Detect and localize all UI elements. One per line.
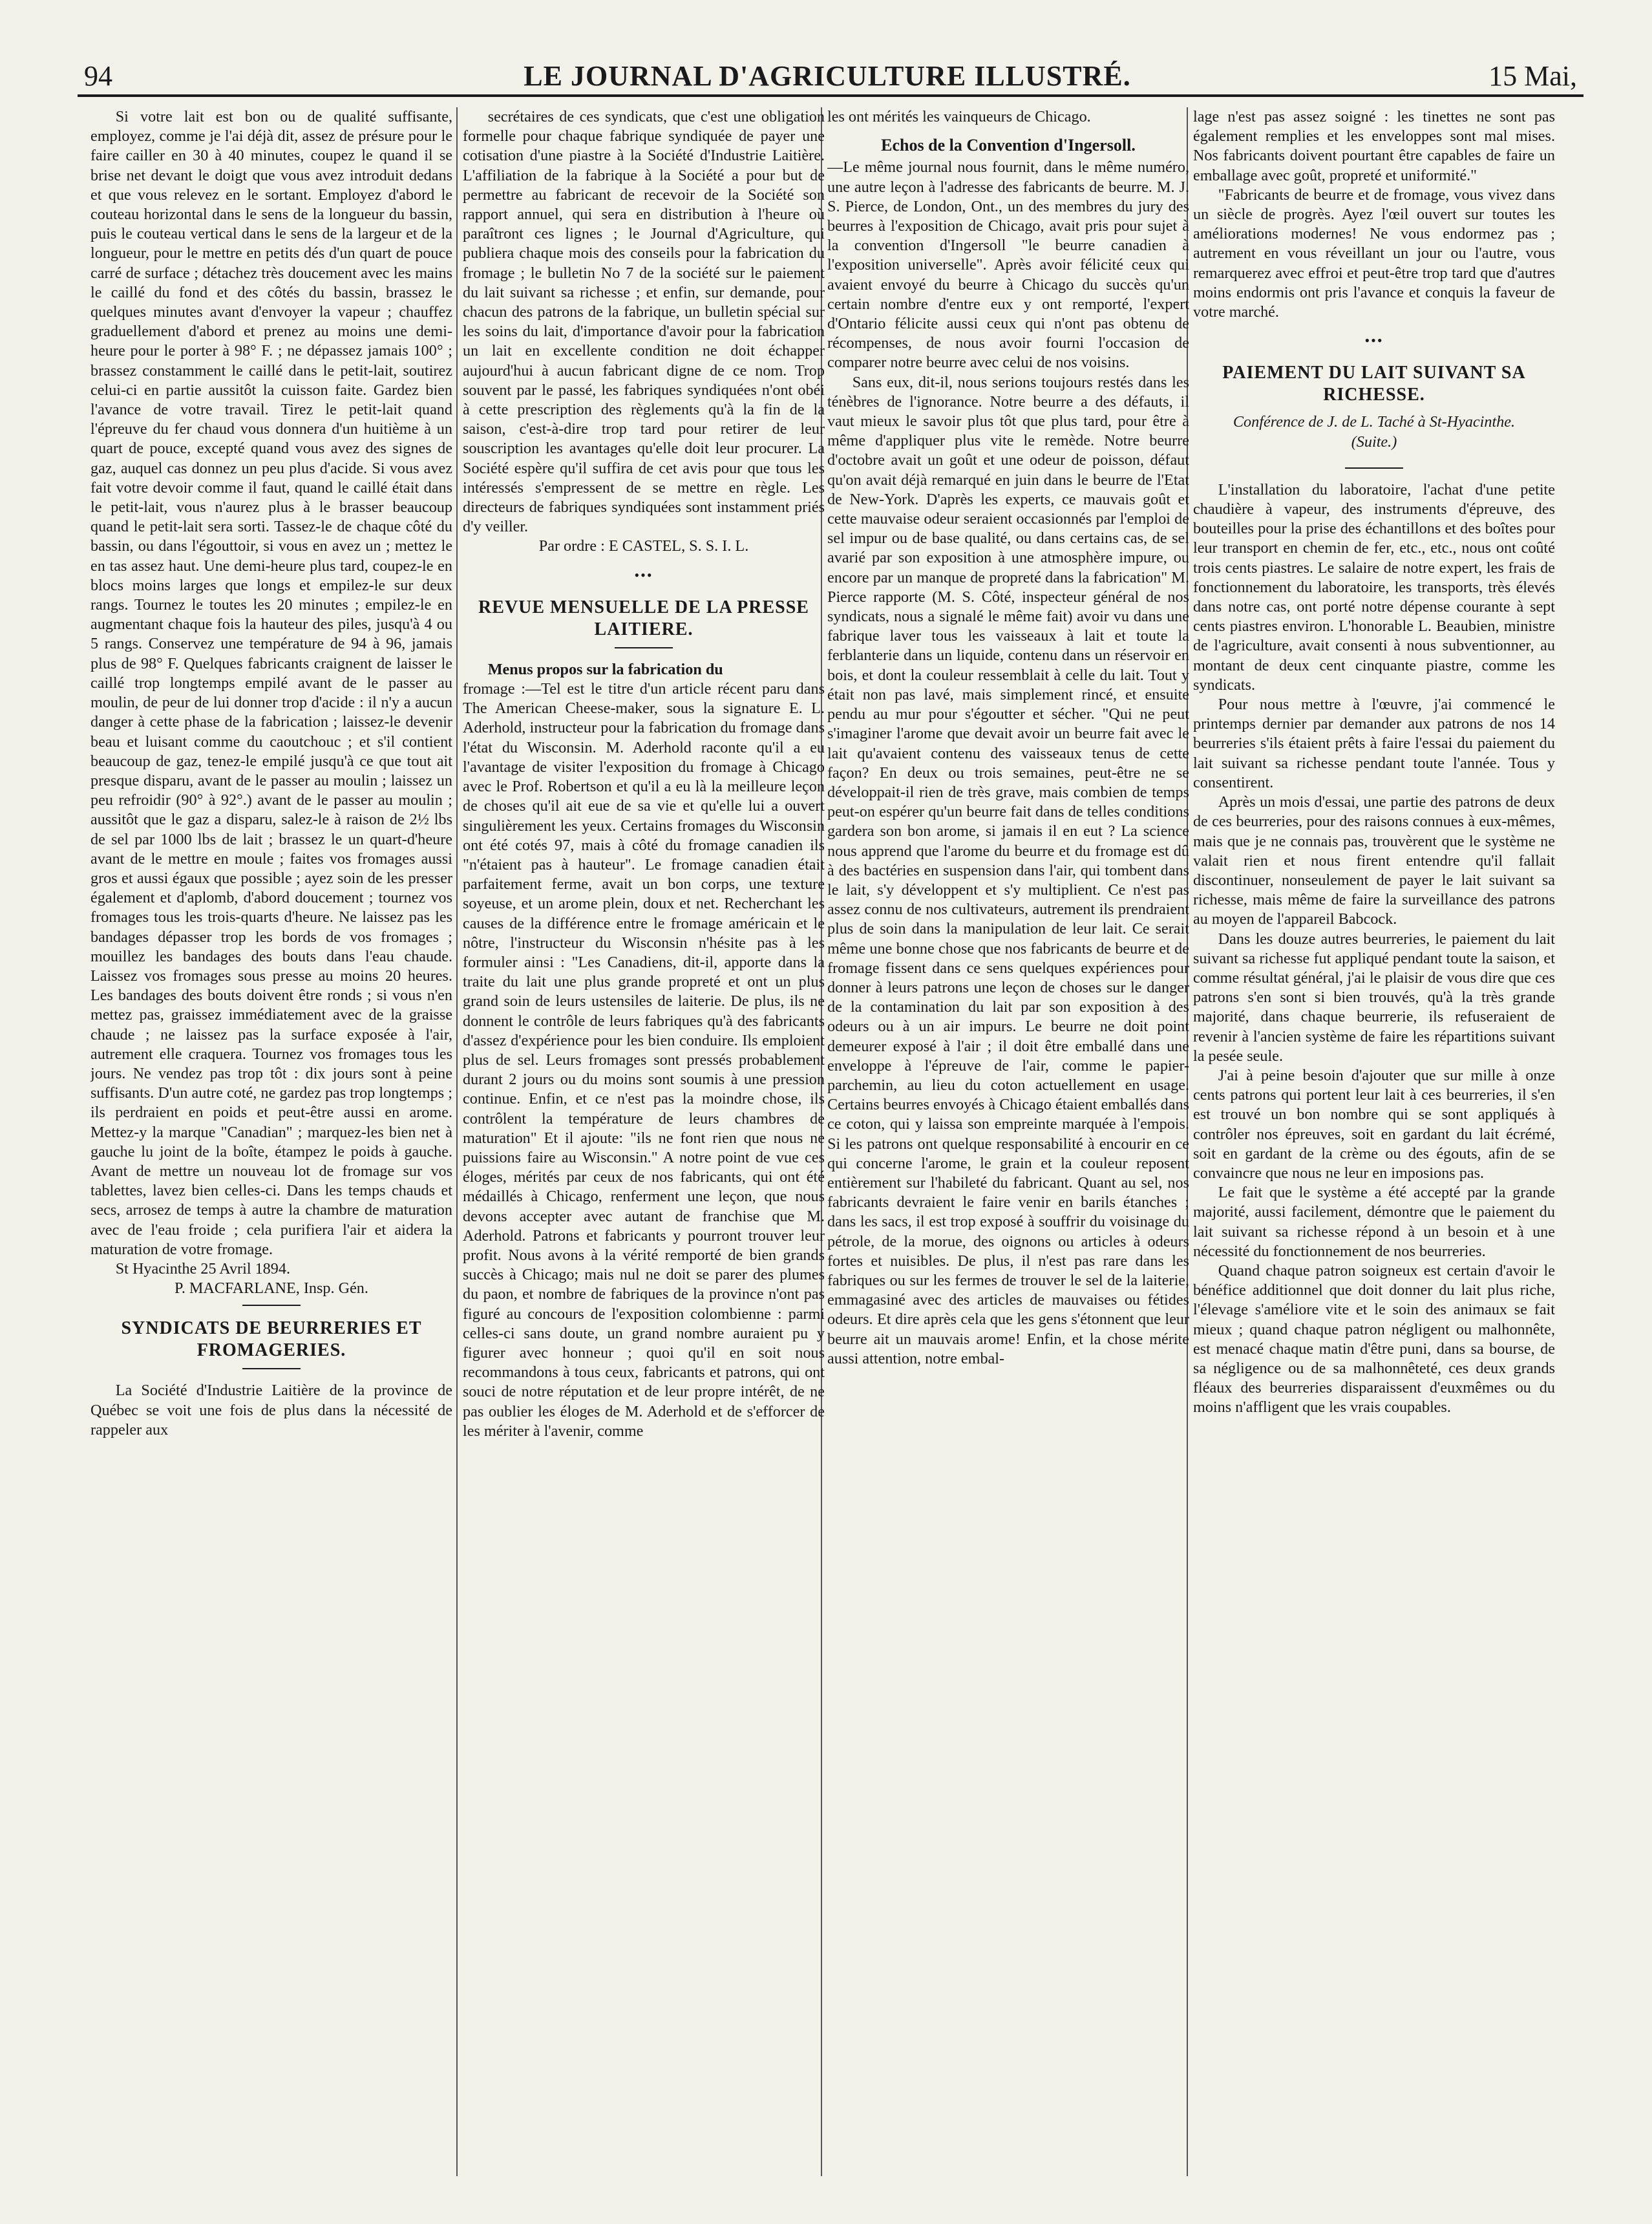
short-rule: [1345, 467, 1403, 469]
separator: •••: [1364, 332, 1384, 349]
short-rule: [242, 1368, 301, 1369]
order-signature: Par ordre : E CASTEL, S. S. I. L.: [538, 537, 749, 555]
section-heading-paiement: PAIEMENT DU LAIT SUIVANT SA RICHESSE.: [1222, 363, 1526, 405]
column-1: [90, 107, 452, 2176]
journal-title: LE JOURNAL D'AGRICULTURE ILLUSTRÉ.: [524, 60, 1131, 92]
paragraph: lage n'est pas assez soigné : les tinettes ne sont pas également remplies et les enveloppes sont mal mises. Nos fabricants doivent pourtant être capables de faire un emballage avec goût, propreté et uniformité.": [1193, 108, 1555, 184]
paragraph: Le fait que le système a été accepté par la grande majorité, aussi facilement, démontre que le paiement du lait suivant sa richesse répond à un besoin et à une nécessité du fonctionnement de nos beurreries.: [1193, 1184, 1555, 1260]
column-rule: [456, 107, 458, 2176]
page-header: [71, 54, 1583, 100]
paragraph: Pour nous mettre à l'œuvre, j'ai commencé le printemps dernier par demander aux patrons de nos 14 beurreries s'ils étaient prêts à faire l'essai du paiement du lait suivant sa richesse pendant toute l'année. Tous y consentirent.: [1193, 696, 1555, 791]
subheading-echos: Echos de la Convention d'Ingersoll.: [881, 136, 1136, 155]
column-2: [463, 107, 825, 2176]
separator: •••: [634, 566, 653, 583]
paragraph: Après un mois d'essai, une partie des patrons de deux de ces beurreries, pour des raisons connues à eux-mêmes, mais que je ne connais pas, trouvèrent que le système ne valait rien et nous firent entendre qu'il fallait discontinuer, nonseulement de payer le lait suivant sa richesse, mais même de faire la surveillance des patrons au moyen de l'appareil Babcock.: [1193, 793, 1555, 928]
paragraph: Si votre lait est bon ou de qualité suffisante, employez, comme je l'ai déjà dit, assez de présure pour le faire cailler en 30 à 40 minutes, coupez le quand il se brise net devant le doigt que vous avez introduit dedans et que vous relevez en le sortant. Employez d'abord le couteau horizontal dans le sens de la longueur du bassin, puis le couteau vertical dans le sens de la largeur et de la longueur, pour le mettre en petits dés d'un quart de pouce carré de surface ; détachez très doucement avec les mains le caillé du fond et des côtés du bassin, brassez le quelques minutes avant d'envoyer la vapeur ; chauffez graduellement d'abord et prenez au moins une demi-heure pour le porter à 98° F. ; ne dépassez jamais 100° ; brassez constamment le caillé dans le petit-lait, soutirez celui-ci en partie aussitôt la cuisson faite. Gardez bien l'avance de votre travail. Tirez le petit-lait quand l'épreuve du fer chaud vous donnera d'un huitième à un quart de pouce, excepté quand vous avez des signes de gaz, auquel cas donnez un peu plus d'acide. Si vous avez fait votre devoir comme il faut, quand le caillé était dans le petit-lait, vous n'aurez plus à le brasser beaucoup quand le petit-lait sera sorti. Tassez-le de chaque côté du bassin, ou dans l'égouttoir, si vous en avez un ; mettez le en tas assez haut. Une demi-heure plus tard, coupez-le en blocs moins larges que longs et empilez-le sur deux rangs. Tournez le toutes les 20 minutes ; empilez-le en augmentant chaque fois la hauteur des piles, jusqu'à 4 ou 5 rangs. Conservez une température de 94 à 96, jamais plus de 98° F. Quelques fabricants craignent de laisser le caillé trop longtemps empilé avant de le passer au moulin, de peur de lui donner trop d'acide : il n'y a aucun danger à cette phase de la fabrication ; laissez-le devenir beau et luisant comme du caoutchouc ; et s'il contient beaucoup de gaz, tenez-le empilé jusqu'à ce que tout ait presque disparu, avant de le passer au moulin ; laissez un peu refroidir (90° à 92°.) avant de le passer au moulin ; aussitôt que le gaz a disparu, salez-le à raison de 2½ lbs de sel par 1000 lbs de lait ; brassez le un quart-d'heure avant de le mettre en moule ; faites vos fromages aussi gros et aussi égaux que possible ; ayez soin de les presser également et d'aplomb, d'abord doucement ; tournez vos fromages tous les trois-quarts d'heure. Ne laissez pas les bandages dépasser trop les bords de vos fromages ; mouillez les bandages des bouts dans l'eau chaude. Laissez vos fromages sous presse au moins 20 heures. Les bandages des bouts doivent être ronds ; si vous n'en mettez pas, graissez immédiatement avec de la graisse chaude ; ne laissez pas la surface exposée à l'air, autrement elle craquera. Tournez vos fromages tous les jours. Ne vendez pas trop tôt : dix jours sont à peine suffisants. D'un autre coté, ne gardez pas trop longtemps ; ils perdraient en poids et peut-être aussi en arome. Mettez-y la marque "Canadian" ; marquez-les bien net à gauche lu joint de la boîte, étampez le poids à gauche. Avant de mettre un nouveau lot de fromage sur vos tablettes, lavez bien celles-ci. Dans les temps chauds et secs, arrosez de temps à autre la chambre de maturation avec de l'eau froide ; cela purifiera l'air et aidera la maturation de votre fromage.: [90, 108, 452, 1258]
page-number: 94: [84, 60, 112, 92]
paragraph: La Société d'Industrie Laitière de la province de Québec se voit une fois de plus dans la nécessité de rappeler aux: [90, 1382, 452, 1438]
section-heading-revue: REVUE MENSUELLE DE LA PRESSE LAITIERE.: [478, 597, 809, 639]
paragraph: secrétaires de ces syndicats, que c'est une obligation formelle pour chaque fabrique syndiquée de payer une cotisation d'une piastre à la Société d'Industrie Laitière. L'affiliation de la fabrique à la Société a pour but de permettre au fabricant de recevoir de la Société son rapport annuel, qui sera en distribution à l'heure où paraîtront ces lignes ; le Journal d'Agriculture, qui publiera chaque mois des conseils pour la fabrication du fromage ; le bulletin No 7 de la société sur le paiement du lait suivant sa richesse ; et enfin, sur demande, pour chacun des patrons de la fabrique, un bulletin spécial sur les soins du lait, d'importance d'avoir pour la fabrication un lait en excellente condition ne doit échapper aujourd'hui à aucun fabricant digne de ce nom. Trop souvent par le passé, les fabriques syndiquées n'ont obéi à cette prescription des règlements qu'à la fin de la saison, c'est-à-dire trop tard pour retirer de leur souscription les avantages qu'elle doit leur procurer. La Société espère qu'il suffira de cet avis pour que tous les intéressés s'empressent de se mettre en règle. Les directeurs de fabriques syndiquées sont instamment priés d'y veiller.: [463, 108, 825, 536]
paragraph: fromage :—Tel est le titre d'un article récent paru dans The American Cheese-maker, sous la signature E. L. Aderhold, instructeur pour la fabrication du fromage dans l'état du Wisconsin. M. Aderhold raconte qu'il a eu l'avantage de visiter l'exposition du fromage à Chicago avec le Prof. Robertson et qu'il a eu là la meilleure leçon de choses qu'il ait eue de sa vie et qu'elle lui a ouvert singulièrement les yeux. Certains fromages du Wisconsin ont été cotés 97, mais à côté du fromage canadien ils "n'étaient pas à hauteur". Le fromage canadien était parfaitement ferme, avait un bon corps, une texture soyeuse, et un arome plein, doux et net. Recherchant les causes de la différence entre le fromage américain et le nôtre, l'instructeur du Wisconsin n'hésite pas à les formuler ainsi : "Les Canadiens, dit-il, apporte dans la traite du lait une plus grande propreté et ont un plus grand soin de leurs ustensiles de laiterie. De plus, ils ne donnent le contrôle de leurs fabriques qu'à des fabricants d'assez d'expérience pour les bien conduire. Ils emploient plus de sel. Leurs fromages sont pressés probablement durant 2 jours ou du moins sont soumis à une pression continue. Enfin, et ce n'est pas la moindre chose, ils contrôlent la température de leurs chambres de maturation" Et il ajoute: "ils ne font rien que nous ne puissions faire au Wisconsin." A notre point de vue ces éloges, mérités par ceux de nos fabricants, qui ont été médaillés à Chicago, renferment une leçon, que nous devons accepter avec autant de franchise que M. Aderhold. Patrons et fabricants y pourront trouver leur profit. Nous avons à la vérité remporté de bien grands succès à Chicago; mais nul ne doit se parer des plumes du paon, et nombre de fabriques de la province n'ont pas figuré au concours de l'exposition colombienne : parmi celles-ci sans doute, un grand nombre auraient pu y figurer avec honneur ; quoi qu'il en soit nous recommandons à tous ceux, fabricants et patrons, qui ont souci de notre réputation et de leur propre intérêt, de ne pas oublier les éloges de M. Aderhold et de s'efforcer de les mériter à l'avenir, comme: [463, 680, 825, 1440]
signature: P. MACFARLANE, Insp. Gén.: [175, 1279, 368, 1298]
short-rule: [242, 1305, 301, 1306]
suite-label: (Suite.): [1351, 433, 1397, 451]
short-rule: [615, 647, 673, 648]
paragraph: Quand chaque patron soigneux est certain d'avoir le bénéfice additionnel que doit donner du lait plus riche, l'élevage s'améliore vite et le soin des animaux se fait mieux ; quand chaque patron négligent ou malhonnête, est menacé chaque matin d'être puni, dans sa bourse, de sa négligence ou de sa malhonnêteté, ces deux grands fléaux des beurreries disparaissent d'euxmêmes ou du moins n'affligent que les vrais coupables.: [1193, 1261, 1555, 1417]
issue-date: 15 Mai,: [1488, 60, 1577, 92]
place-date: St Hyacinthe 25 Avril 1894.: [115, 1259, 291, 1278]
paragraph: "Fabricants de beurre et de fromage, vous vivez dans un siècle de progrès. Ayez l'œil ouvert sur toutes les améliorations modernes! Ne vous endormez pas ; autrement en vous réveillant un jour ou l'autre, vous remarquerez avec effroi et peut-être trop tard que d'autres moins endormis ont pris l'avance et conquis la faveur de votre marché.: [1193, 186, 1555, 321]
paragraph: —Le même journal nous fournit, dans le même numéro, une autre leçon à l'adresse des fabricants de beurre. M. J. S. Pierce, de London, Ont., un des membres du jury des beurres à l'exposition de Chicago, avait pris pour sujet à la convention d'Ingersoll "le beurre canadien à l'exposition universelle". Après avoir félicité ceux qui avaient envoyé du beurre à Chicago du succès qu'un certain nombre d'entre eux y ont remporté, l'expert d'Ontario félicite aussi ceux qui n'ont pas obtenu de récompenses, de nous avoir fourni l'occasion de comparer notre beurre avec celui de nos voisins.: [827, 158, 1189, 372]
conference-credit: Conférence de J. de L. Taché à St-Hyacinthe.: [1233, 413, 1516, 431]
paragraph: L'installation du laboratoire, l'achat d'une petite chaudière à vapeur, des instruments d'épreuve, des bouteilles pour la prise des échantillons et des boîtes pour leur transport en chemin de fer, etc., etc., nous ont coûté trois cents piastres. Le salaire de notre expert, les frais de fonctionnement du laboratoire, les transports, très élevés dans notre cas, ont porté notre dépense courante à sept cents piastres environ. L'honorable L. Beaubien, ministre de l'agriculture, avait consenti à nous subventionner, au montant de deux cent cinquante piastre, comme les syndicats.: [1193, 480, 1555, 694]
paragraph: J'ai à peine besoin d'ajouter que sur mille à onze cents patrons qui portent leur lait à ces beurreries, il s'en est trouvé un bon nombre qui se sont appliqués à contrôler nos épreuves, soit en gardant du lait écrémé, soit en gardant de la crème ou des égouts, afin de se convaincre que nous ne leur en imposions pas.: [1193, 1066, 1555, 1182]
paragraph: Sans eux, dit-il, nous serions toujours restés dans les ténèbres de l'ignorance. Notre beurre a des défauts, il vaut mieux le savoir plus tôt que plus tard, pour être à même d'appliquer plus vite le remède. Notre beurre d'octobre avait un goût et une odeur de poisson, défaut qu'on avait déjà remarqué en juin dans le beurre de l'Etat de New-York. D'après les experts, ce mauvais goût et cette mauvaise odeur seraient occasionnés par l'emploi de sel impur ou de base qualité, ou dans certains cas, de sel avarié par son exposition à une atmosphère impure, ou encore par un manque de propreté dans la fabrication" M. Pierce rapporte (M. S. Côté, inspecteur général de nos syndicats, nous a signalé le même fait) avoir vu dans une fabrique laver tous les vaisseaux à lait et toute la ferblanterie dans un liquide, contenu dans un réservoir en bois, et dont la couleur ressemblait à celle du lait. Tout y était non pas lavé, mais simplement rincé, et ensuite pendu au mur pour s'égoutter et sécher. "Qui ne peut s'imaginer l'arome que devait avoir un beurre fait avec le lait qu'avaient contenu des vaisseaux tenus de cette façon? En deux ou trois semaines, peut-être ne se développait-il rien de très grave, mais combien de temps peut-on espérer qu'un beurre fait dans de telles conditions gardera son bon arome, si jamais il en eut ? La science nous apprend que l'arome du beurre et du fromage est dû à des bactéries en suspension dans l'air, qui tombent dans le lait, s'y développent et s'y multiplient. Ce n'est pas assez connu de nos cultivateurs, autrement ils prendraient plus de soin dans la manipulation de leur lait. Ce serait même une bonne chose que nos fabricants de beurre et de fromage fissent dans ce sens quelques expériences pour donner à leurs patrons une leçon de choses sur le danger de la contamination du lait par son exposition à des odeurs ou à un air impurs. Le beurre ne doit point demeurer exposé à l'air ; il doit être emballé dans une enveloppe à l'épreuve de l'air, comme le papier-parchemin, au lieu du coton actuellement en usage. Certains beurres envoyés à Chicago étaient emballés dans ce coton, qui y laissa son empreinte marquée à l'empois. Si les patrons ont quelque responsabilité à encourir en ce qui concerne l'arome, le grain et la couleur reposent entièrement sur l'habileté du fabricant. Quant au sel, nos fabricants devraient le faire venir en barils étanches ; dans les sacs, il est trop exposé à souffrir du voisinage du pétrole, de la morue, des oignons ou articles à odeurs fortes et nuisibles. De plus, il n'est pas rare dans les fabriques ou sur les fermes de trouver le sel de la laiterie, emmagasiné avec des articles de mauvaises ou fétides odeurs. Et dire après cela que les gens s'étonnent que leur beurre ait un mauvais arome! Enfin, et la chose mérite aussi attention, notre embal-: [827, 373, 1189, 1367]
column-4: [1193, 107, 1555, 2176]
section-heading-syndicats: SYNDICATS DE BEURRERIES ET FROMAGERIES.: [121, 1318, 422, 1361]
paragraph: les ont mérités les vainqueurs de Chicago.: [827, 108, 1091, 125]
paragraph: Dans les douze autres beurreries, le paiement du lait suivant sa richesse fut appliqué pendant toute la saison, et comme résultat général, j'ai le plaisir de vous dire que ces patrons s'en sont si bien trouvés, qu'à la très grande majorité, dans chaque beurrerie, ils refuseraient de revenir à l'ancien système de faire les répartitions suivant la pesée seule.: [1193, 930, 1555, 1065]
subheading-menus: Menus propos sur la fabrication du: [487, 660, 723, 678]
column-3: [827, 107, 1189, 2176]
header-rule: [78, 94, 1583, 97]
